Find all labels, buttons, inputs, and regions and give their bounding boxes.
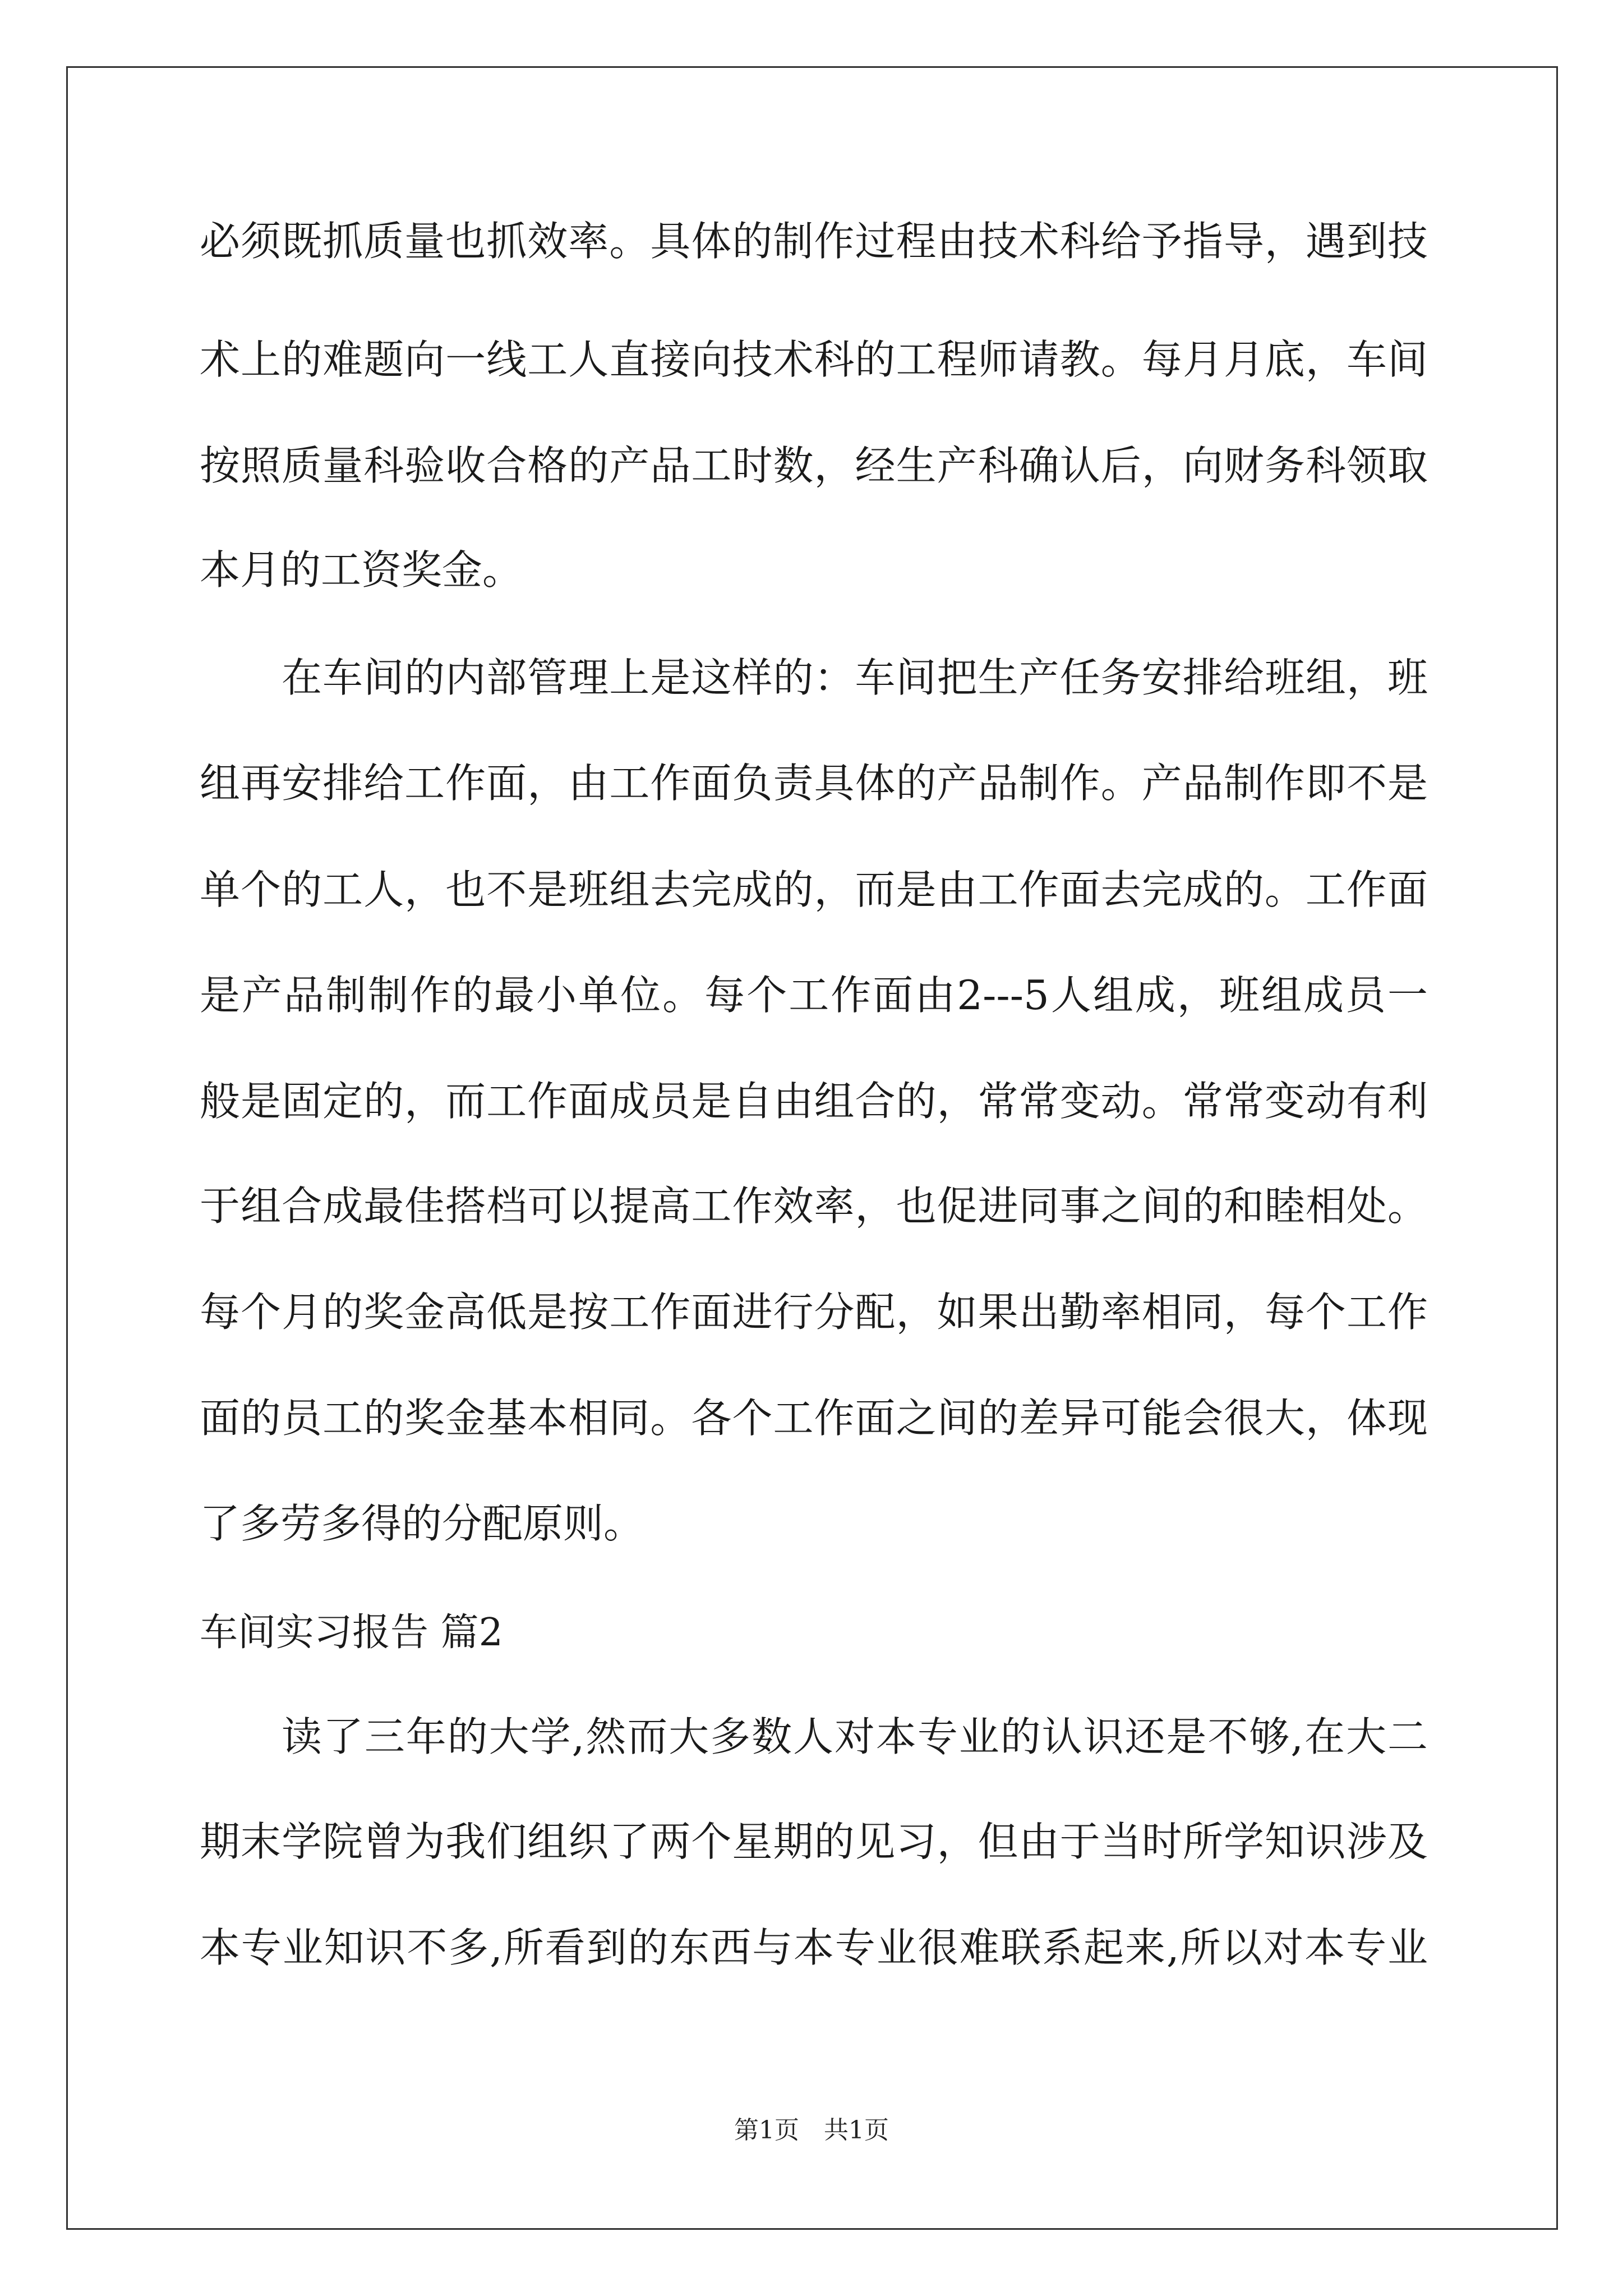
paragraph-line: 般是固定的，而工作面成员是自由组合的，常常变动。常常变动有利: [200, 1078, 1428, 1125]
paragraph-line: 期末学院曾为我们组织了两个星期的见习，但由于当时所学知识涉及: [200, 1818, 1428, 1865]
section-heading: 车间实习报告 篇2: [200, 1611, 503, 1655]
page-footer: 第1页 共1页: [734, 2116, 889, 2145]
paragraph-line: 读了三年的大学,然而大多数人对本专业的认识还是不够,在大二: [282, 1713, 1428, 1760]
paragraph-line: 每个月的奖金高低是按工作面进行分配，如果出勤率相同，每个工作: [200, 1289, 1428, 1336]
paragraph-line: 在车间的内部管理上是这样的：车间把生产任务安排给班组，班: [282, 654, 1428, 701]
paragraph-line: 必须既抓质量也抓效率。具体的制作过程由技术科给予指导，遇到技: [200, 218, 1428, 265]
paragraph-line: 了多劳多得的分配原则。: [200, 1500, 644, 1547]
paragraph-line: 按照质量科验收合格的产品工时数，经生产科确认后，向财务科领取: [200, 442, 1428, 489]
paragraph-line: 单个的工人，也不是班组去完成的，而是由工作面去完成的。工作面: [200, 866, 1428, 913]
paragraph-line: 术上的难题向一线工人直接向技术科的工程师请教。每月月底，车间: [200, 336, 1428, 383]
page-border: [66, 66, 1558, 2230]
paragraph-line: 本专业知识不多,所看到的东西与本专业很难联系起来,所以对本专业: [200, 1924, 1428, 1971]
paragraph-line: 本月的工资奖金。: [200, 546, 523, 593]
paragraph-line: 于组合成最佳搭档可以提高工作效率，也促进同事之间的和睦相处。: [200, 1182, 1428, 1230]
paragraph-line: 面的员工的奖金基本相同。各个工作面之间的差异可能会很大，体现: [200, 1395, 1428, 1442]
paragraph-line: 是产品制制作的最小单位。每个工作面由2---5人组成，班组成员一: [200, 972, 1428, 1019]
paragraph-line: 组再安排给工作面，由工作面负责具体的产品制作。产品制作即不是: [200, 760, 1428, 807]
